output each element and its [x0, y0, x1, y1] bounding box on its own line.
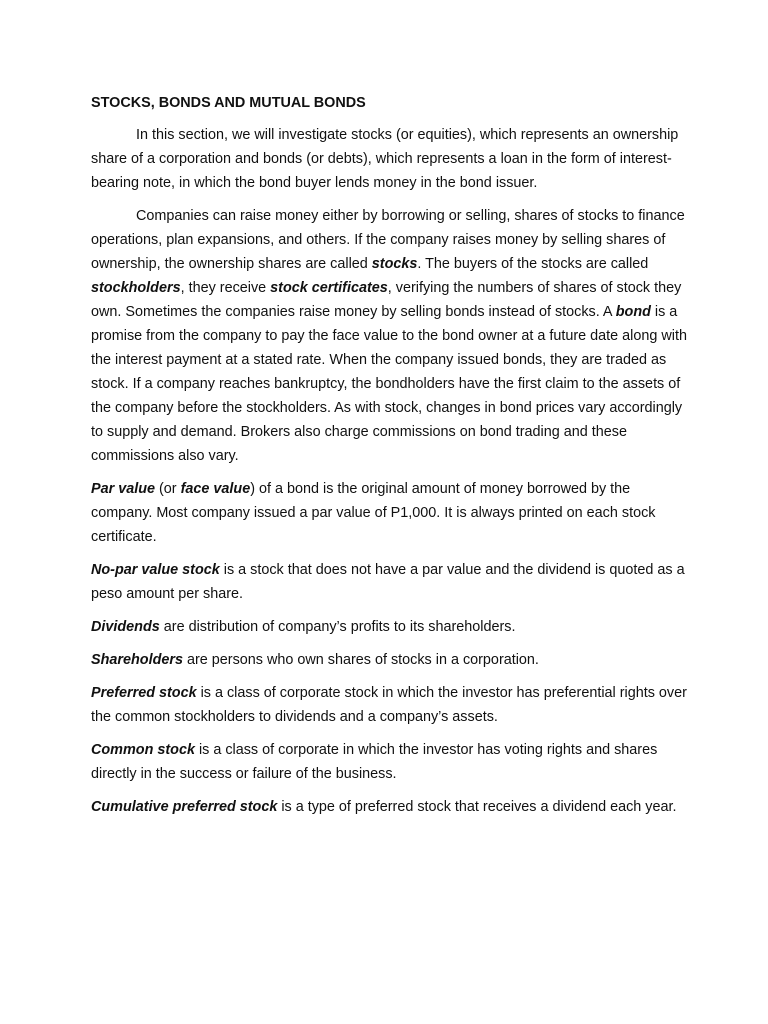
text-run: (or	[155, 481, 181, 497]
definition-preferred-stock	[91, 681, 691, 729]
term-bond: bond	[615, 304, 651, 320]
term-no-par-value-stock: No-par value stock	[91, 562, 220, 578]
document-page	[91, 93, 691, 828]
definition-shareholders	[91, 648, 691, 672]
document-title: STOCKS, BONDS AND MUTUAL BONDS	[91, 95, 366, 111]
text-run: Companies can raise money either by borrowing or selling, shares of stocks to finance operations, plan expansions, and others. If the company raises money by selling shares of ownership, the ownership shares are called	[91, 208, 685, 272]
text-run: is a class of corporate in which the investor has voting rights and shares directly in the success or failure of the business.	[91, 742, 658, 782]
term-preferred-stock: Preferred stock	[91, 685, 197, 701]
text-run: ) of a bond is the original amount of money borrowed by the company. Most company issued a par value of P1,000. It is always printed on each stock certificate.	[91, 481, 656, 545]
term-par-value: Par value	[91, 481, 155, 497]
definition-no-par-value-stock	[91, 558, 691, 606]
term-cumulative-preferred-stock: Cumulative preferred stock	[91, 799, 278, 815]
term-stockholders: stockholders	[91, 280, 181, 296]
term-common-stock: Common stock	[91, 742, 195, 758]
intro-paragraph: In this section, we will investigate stocks (or equities), which represents an ownership share of a corporation and bonds (or debts), which represents a loan in the form of interest-bearing note, in which the bond buyer lends money in the bond issuer.	[91, 127, 679, 191]
text-run: are distribution of company’s profits to its shareholders.	[159, 619, 516, 635]
text-run: , they receive	[180, 280, 271, 296]
term-shareholders: Shareholders	[91, 652, 183, 668]
definition-common-stock	[91, 738, 691, 786]
definition-cumulative-preferred-stock	[91, 795, 691, 819]
text-run: are persons who own shares of stocks in a corporation.	[182, 652, 539, 668]
text-run: . The buyers of the stocks are called	[417, 256, 649, 272]
text-run: , verifying the numbers of shares of stock they own. Sometimes the companies raise money by selling bonds instead of stocks. A	[91, 280, 682, 320]
term-stocks: stocks	[371, 256, 418, 272]
definition-dividends	[91, 615, 691, 639]
definition-par-value	[91, 477, 691, 549]
text-run: is a stock that does not have a par value and the dividend is quoted as a peso amount per share.	[91, 562, 685, 602]
text-run: is a type of preferred stock that receives a dividend each year.	[277, 799, 677, 815]
companies-paragraph	[91, 204, 691, 468]
term-stock-certificates: stock certificates	[270, 280, 388, 296]
term-face-value: face value	[180, 481, 251, 497]
text-run: is a promise from the company to pay the face value to the bond owner at a future date along with the interest payment at a stated rate. When the company issued bonds, they are traded as stock. If a company reaches bankruptcy, the bondholders have the first claim to the assets of the company before the stockholders. As with stock, changes in bond prices vary accordingly to supply and demand. Brokers also charge commissions on bond trading and these commissions also vary.	[91, 304, 687, 464]
text-run: is a class of corporate stock in which the investor has preferential rights over the common stockholders to dividends and a company’s assets.	[91, 685, 687, 725]
term-dividends: Dividends	[91, 619, 160, 635]
